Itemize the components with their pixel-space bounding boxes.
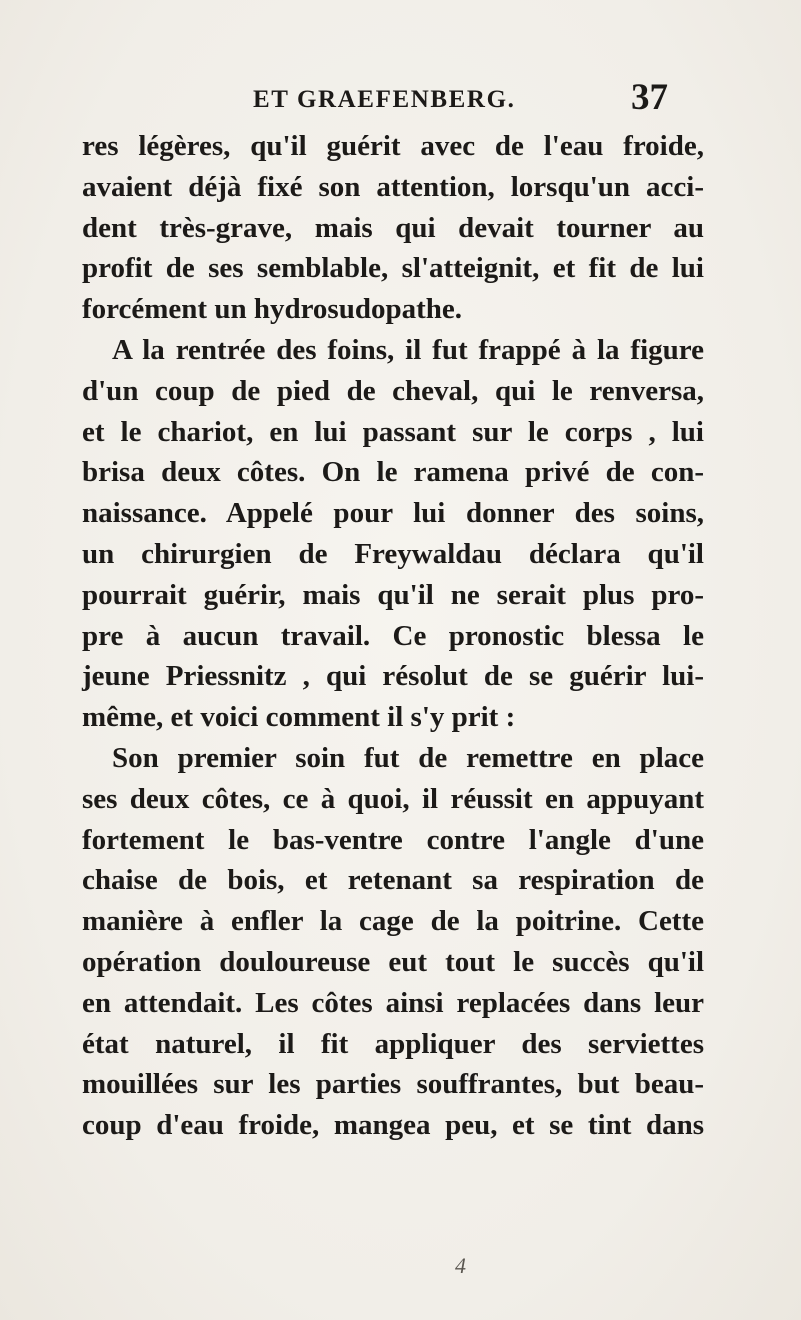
running-title: ET GRAEFENBERG.	[253, 86, 516, 113]
text-line-8: et le chariot, en lui passant sur le corps , lui	[82, 415, 704, 448]
text-line-15: même, et voici comment il s'y prit :	[82, 701, 516, 734]
signature-mark: 4	[455, 1253, 466, 1278]
text-line-5: forcément un hydrosudopathe.	[82, 293, 463, 326]
text-line-20: manière à enfler la cage de la poitrine. Cette	[82, 905, 704, 938]
text-line-25: coup d'eau froide, mangea peu, et se tint dans	[82, 1109, 704, 1142]
text-line-7: d'un coup de pied de cheval, qui le renversa,	[82, 374, 704, 407]
text-line-1: res légères, qu'il guérit avec de l'eau froide,	[82, 130, 704, 162]
text-line-4: profit de ses semblable, sl'atteignit, et fit de lui	[82, 252, 704, 285]
text-line-6: A la rentrée des foins, il fut frappé à la figure	[112, 333, 704, 366]
text-line-19: chaise de bois, et retenant sa respiration de	[82, 864, 704, 897]
text-line-3: dent très-grave, mais qui devait tourner au	[82, 211, 704, 244]
text-line-12: pourrait guérir, mais qu'il ne serait plus pro-	[82, 578, 704, 611]
text-line-22: en attendait. Les côtes ainsi replacées dans leur	[82, 986, 704, 1019]
text-line-10: naissance. Appelé pour lui donner des soins,	[82, 497, 704, 530]
text-line-18: fortement le bas-ventre contre l'angle d'une	[82, 823, 704, 856]
page-number: 37	[631, 77, 668, 118]
text-line-13: pre à aucun travail. Ce pronostic blessa le	[82, 619, 704, 652]
text-line-17: ses deux côtes, ce à quoi, il réussit en appuyant	[82, 782, 704, 815]
text-line-21: opération douloureuse eut tout le succès qu'il	[82, 945, 704, 978]
body-text	[82, 126, 704, 1146]
text-line-16: Son premier soin fut de remettre en place	[112, 741, 704, 774]
running-head	[0, 72, 801, 116]
text-line-2: avaient déjà fixé son attention, lorsqu'un acci-	[82, 170, 704, 203]
text-line-24: mouillées sur les parties souffrantes, but beau-	[82, 1068, 704, 1101]
text-line-14: jeune Priessnitz , qui résolut de se guérir lui-	[82, 660, 704, 693]
text-line-23: état naturel, il fit appliquer des serviettes	[82, 1027, 704, 1060]
text-line-11: un chirurgien de Freywaldau déclara qu'il	[82, 537, 704, 570]
text-line-9: brisa deux côtes. On le ramena privé de con-	[82, 456, 704, 489]
